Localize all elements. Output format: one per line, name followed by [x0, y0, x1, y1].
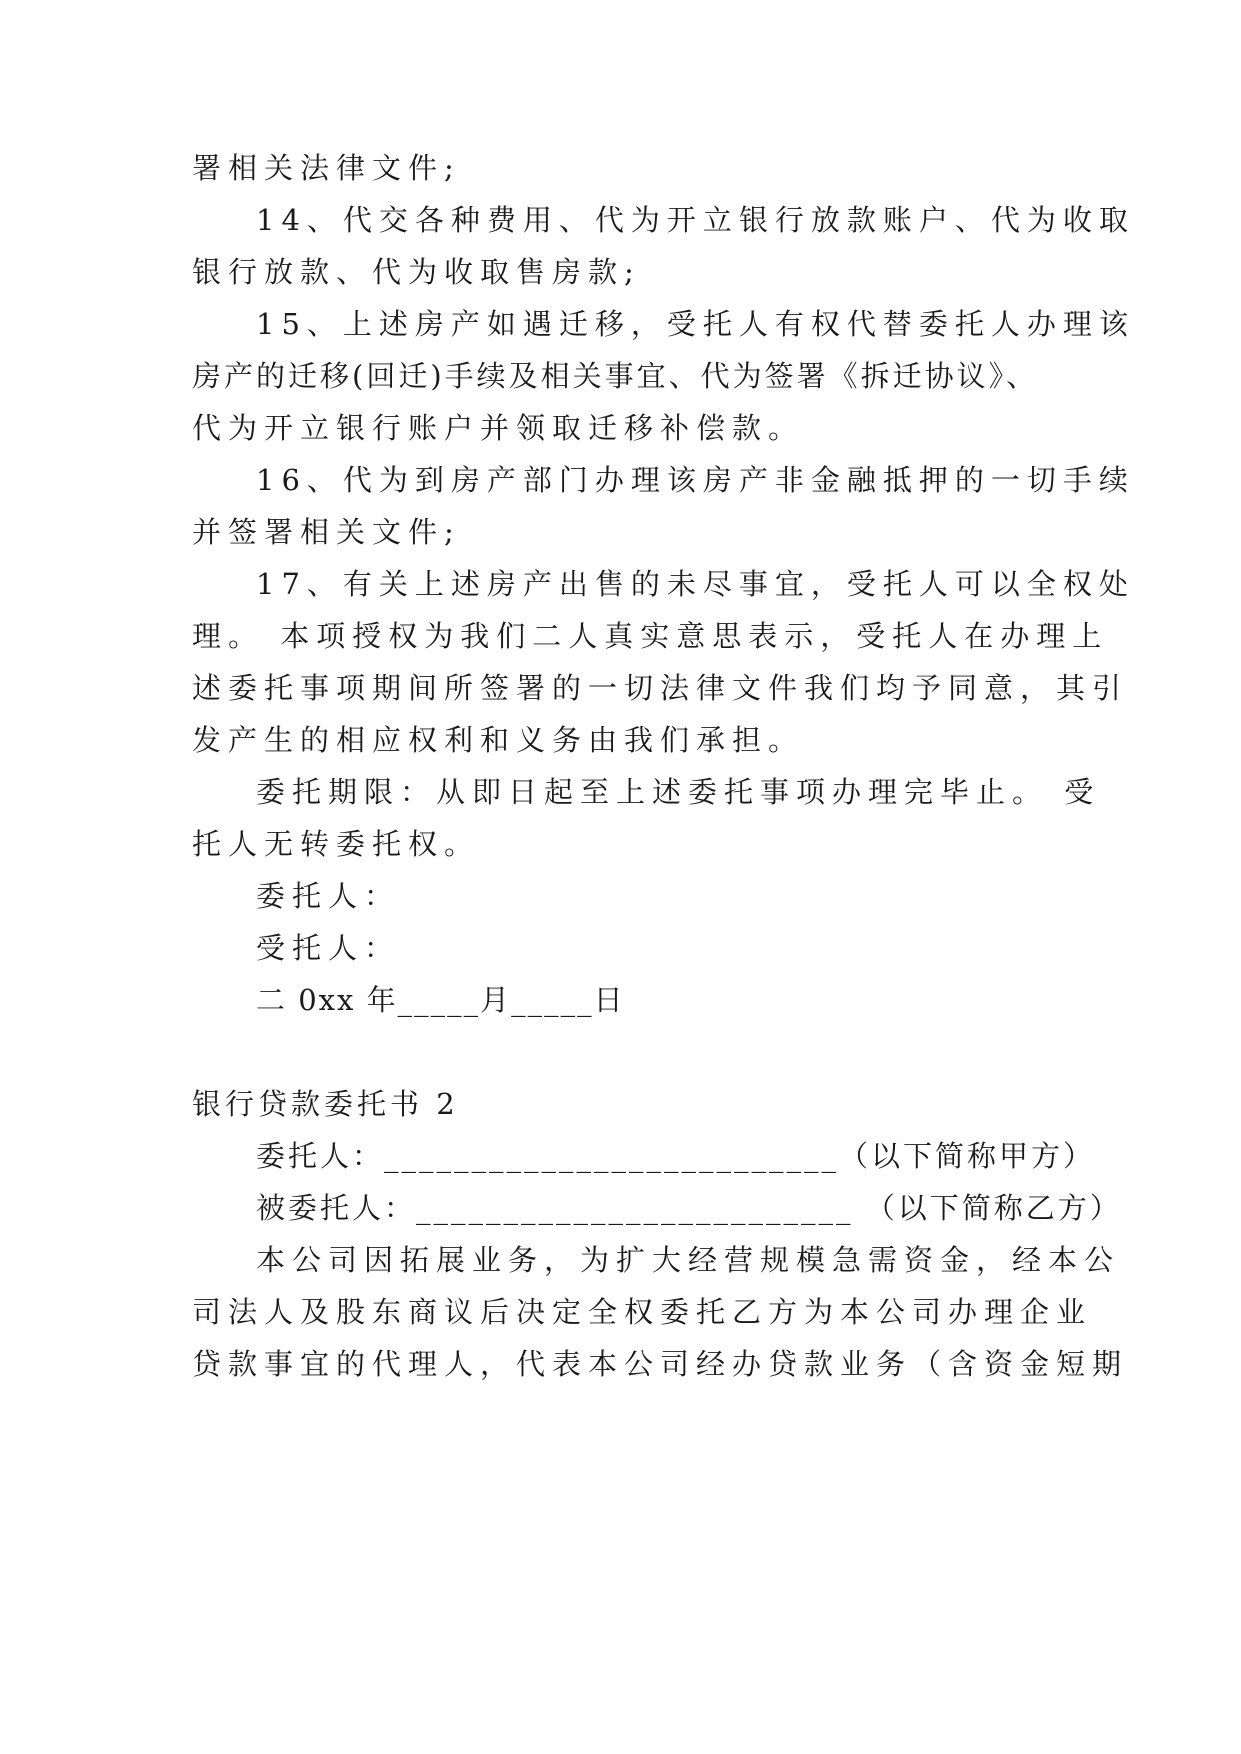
- text-line: 署相关法律文件;: [192, 151, 461, 185]
- form-line-agent: 被委托人：_________________________ （以下简称乙方）: [256, 1191, 1122, 1225]
- date-line: 二 0xx 年_____月_____日: [256, 983, 625, 1017]
- form-line-principal: 委托人：__________________________（以下简称甲方）: [256, 1139, 1096, 1173]
- signature-label-principal: 委托人：: [256, 879, 401, 913]
- signature-label-agent: 受托人：: [256, 931, 401, 965]
- text-line: 托人无转委托权。: [192, 827, 481, 861]
- text-line: 房产的迁移(回迁)手续及相关事宜、代为签署《拆迁协议》、: [192, 359, 1039, 393]
- text-line: 述委托事项期间所签署的一切法律文件我们均予同意，其引: [192, 671, 1129, 705]
- text-line: 16、代为到房产部门办理该房产非金融抵押的一切手续: [256, 463, 1135, 497]
- text-line: 委托期限：从即日起至上述委托事项办理完毕止。 受: [256, 775, 1101, 809]
- text-line: 理。 本项授权为我们二人真实意思表示，受托人在办理上: [192, 619, 1109, 653]
- text-line: 15、上述房产如遇迁移，受托人有权代替委托人办理该: [256, 307, 1135, 341]
- text-line: 代为开立银行账户并领取迁移补偿款。: [192, 411, 805, 445]
- text-line: 发产生的相应权利和义务由我们承担。: [192, 723, 805, 757]
- text-line: 银行放款、代为收取售房款;: [192, 255, 641, 289]
- text-line: 司法人及股东商议后决定全权委托乙方为本公司办理企业: [192, 1295, 1093, 1329]
- text-line: 本公司因拓展业务，为扩大经营规模急需资金，经本公: [256, 1243, 1121, 1277]
- section-title: 银行贷款委托书 2: [192, 1087, 459, 1121]
- text-line: 17、有关上述房产出售的未尽事宜，受托人可以全权处: [256, 567, 1135, 601]
- text-line: 贷款事宜的代理人，代表本公司经办贷款业务（含资金短期: [192, 1347, 1129, 1381]
- text-line: 并签署相关文件;: [192, 515, 461, 549]
- text-line: 14、代交各种费用、代为开立银行放款账户、代为收取: [256, 203, 1135, 237]
